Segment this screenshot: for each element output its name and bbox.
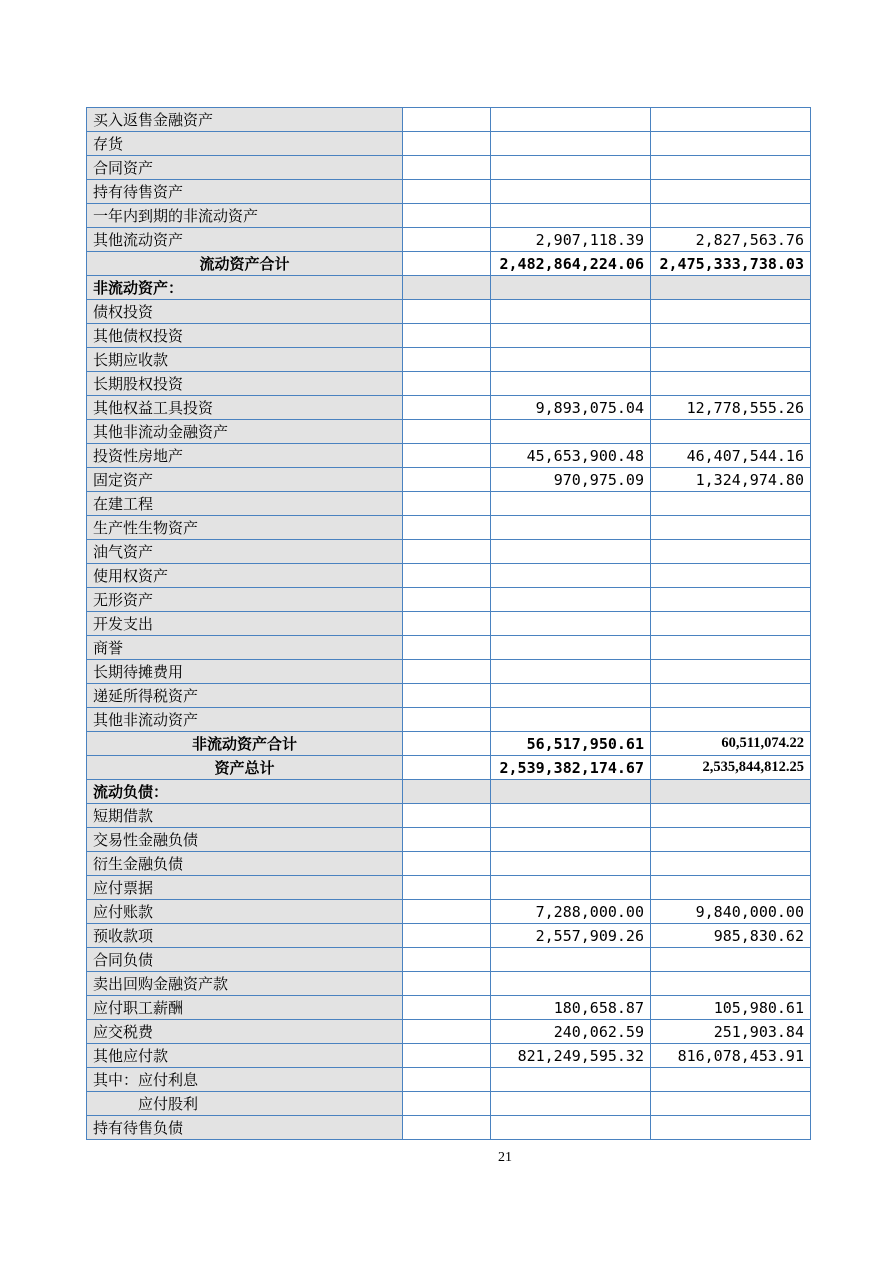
prior-period-value-cell — [651, 324, 811, 348]
item-label-cell: 非流动资产： — [87, 276, 403, 300]
note-cell — [403, 924, 491, 948]
current-period-value-cell: 240,062.59 — [491, 1020, 651, 1044]
table-row — [87, 1044, 811, 1068]
current-period-value-cell — [491, 1092, 651, 1116]
note-cell — [403, 828, 491, 852]
item-label-cell: 非流动资产合计 — [87, 732, 403, 756]
prior-period-value-cell — [651, 660, 811, 684]
note-cell — [403, 468, 491, 492]
table-row — [87, 348, 811, 372]
prior-period-value-cell — [651, 876, 811, 900]
note-cell — [403, 876, 491, 900]
note-cell — [403, 732, 491, 756]
current-period-value-cell — [491, 804, 651, 828]
note-cell — [403, 1044, 491, 1068]
prior-period-value-cell — [651, 564, 811, 588]
note-cell — [403, 1020, 491, 1044]
note-cell — [403, 492, 491, 516]
item-label-cell: 其他债权投资 — [87, 324, 403, 348]
current-period-value-cell — [491, 948, 651, 972]
table-row — [87, 540, 811, 564]
item-label-cell: 使用权资产 — [87, 564, 403, 588]
table-row — [87, 444, 811, 468]
item-label-cell: 买入返售金融资产 — [87, 108, 403, 132]
prior-period-value-cell: 251,903.84 — [651, 1020, 811, 1044]
item-label-cell: 应付票据 — [87, 876, 403, 900]
current-period-value-cell — [491, 588, 651, 612]
prior-period-value-cell — [651, 828, 811, 852]
current-period-value-cell — [491, 108, 651, 132]
item-label-cell: 资产总计 — [87, 756, 403, 780]
note-cell — [403, 300, 491, 324]
note-cell — [403, 636, 491, 660]
item-label-cell: 持有待售资产 — [87, 180, 403, 204]
note-cell — [403, 708, 491, 732]
item-label-cell: 预收款项 — [87, 924, 403, 948]
prior-period-value-cell — [651, 636, 811, 660]
prior-period-value-cell — [651, 276, 811, 300]
item-label-cell: 其他非流动金融资产 — [87, 420, 403, 444]
note-cell — [403, 1092, 491, 1116]
item-label-cell: 其他流动资产 — [87, 228, 403, 252]
prior-period-value-cell — [651, 612, 811, 636]
current-period-value-cell — [491, 564, 651, 588]
prior-period-value-cell — [651, 516, 811, 540]
table-row — [87, 660, 811, 684]
table-row — [87, 804, 811, 828]
prior-period-value-cell — [651, 708, 811, 732]
item-label-cell: 长期待摊费用 — [87, 660, 403, 684]
note-cell — [403, 396, 491, 420]
current-period-value-cell — [491, 684, 651, 708]
prior-period-value-cell — [651, 540, 811, 564]
item-label-cell: 衍生金融负债 — [87, 852, 403, 876]
note-cell — [403, 324, 491, 348]
item-label-cell: 油气资产 — [87, 540, 403, 564]
note-cell — [403, 756, 491, 780]
note-cell — [403, 348, 491, 372]
table-row — [87, 420, 811, 444]
prior-period-value-cell — [651, 588, 811, 612]
item-label-cell: 合同负债 — [87, 948, 403, 972]
current-period-value-cell — [491, 492, 651, 516]
current-period-value-cell — [491, 1116, 651, 1140]
note-cell — [403, 1116, 491, 1140]
table-row — [87, 492, 811, 516]
item-label-cell: 商誉 — [87, 636, 403, 660]
note-cell — [403, 780, 491, 804]
table-row — [87, 108, 811, 132]
note-cell — [403, 180, 491, 204]
item-label-cell: 生产性生物资产 — [87, 516, 403, 540]
item-label-cell: 开发支出 — [87, 612, 403, 636]
current-period-value-cell: 180,658.87 — [491, 996, 651, 1020]
current-period-value-cell — [491, 204, 651, 228]
table-row — [87, 324, 811, 348]
table-row — [87, 396, 811, 420]
current-period-value-cell — [491, 276, 651, 300]
table-row — [87, 708, 811, 732]
table-row — [87, 780, 811, 804]
table-row — [87, 1092, 811, 1116]
current-period-value-cell — [491, 132, 651, 156]
item-label-cell: 投资性房地产 — [87, 444, 403, 468]
note-cell — [403, 612, 491, 636]
table-row — [87, 972, 811, 996]
current-period-value-cell: 56,517,950.61 — [491, 732, 651, 756]
prior-period-value-cell: 12,778,555.26 — [651, 396, 811, 420]
balance-sheet-table — [86, 107, 811, 1140]
table-row — [87, 900, 811, 924]
table-row — [87, 1116, 811, 1140]
prior-period-value-cell — [651, 972, 811, 996]
prior-period-value-cell: 2,827,563.76 — [651, 228, 811, 252]
note-cell — [403, 972, 491, 996]
current-period-value-cell: 7,288,000.00 — [491, 900, 651, 924]
prior-period-value-cell — [651, 684, 811, 708]
note-cell — [403, 108, 491, 132]
item-label-cell: 应付股利 — [87, 1092, 403, 1116]
prior-period-value-cell — [651, 1116, 811, 1140]
item-label-cell: 合同资产 — [87, 156, 403, 180]
table-row — [87, 732, 811, 756]
prior-period-value-cell: 105,980.61 — [651, 996, 811, 1020]
prior-period-value-cell: 1,324,974.80 — [651, 468, 811, 492]
table-row — [87, 852, 811, 876]
current-period-value-cell: 45,653,900.48 — [491, 444, 651, 468]
prior-period-value-cell: 60,511,074.22 — [651, 732, 811, 756]
current-period-value-cell — [491, 324, 651, 348]
table-row — [87, 156, 811, 180]
table-row — [87, 612, 811, 636]
prior-period-value-cell — [651, 852, 811, 876]
note-cell — [403, 996, 491, 1020]
item-label-cell: 其他权益工具投资 — [87, 396, 403, 420]
item-label-cell: 应付账款 — [87, 900, 403, 924]
note-cell — [403, 660, 491, 684]
prior-period-value-cell: 2,535,844,812.25 — [651, 756, 811, 780]
current-period-value-cell — [491, 852, 651, 876]
note-cell — [403, 276, 491, 300]
prior-period-value-cell — [651, 180, 811, 204]
item-label-cell: 无形资产 — [87, 588, 403, 612]
prior-period-value-cell — [651, 348, 811, 372]
item-label-cell: 其中：应付利息 — [87, 1068, 403, 1092]
note-cell — [403, 684, 491, 708]
item-label-cell: 其他应付款 — [87, 1044, 403, 1068]
prior-period-value-cell — [651, 132, 811, 156]
current-period-value-cell — [491, 420, 651, 444]
current-period-value-cell: 2,557,909.26 — [491, 924, 651, 948]
current-period-value-cell: 2,539,382,174.67 — [491, 756, 651, 780]
note-cell — [403, 444, 491, 468]
note-cell — [403, 588, 491, 612]
item-label-cell: 流动资产合计 — [87, 252, 403, 276]
prior-period-value-cell — [651, 156, 811, 180]
note-cell — [403, 948, 491, 972]
table-row — [87, 468, 811, 492]
item-label-cell: 递延所得税资产 — [87, 684, 403, 708]
item-label-cell: 在建工程 — [87, 492, 403, 516]
table-row — [87, 228, 811, 252]
note-cell — [403, 1068, 491, 1092]
current-period-value-cell — [491, 540, 651, 564]
note-cell — [403, 564, 491, 588]
note-cell — [403, 252, 491, 276]
item-label-cell: 交易性金融负债 — [87, 828, 403, 852]
item-label-cell: 一年内到期的非流动资产 — [87, 204, 403, 228]
item-label-cell: 卖出回购金融资产款 — [87, 972, 403, 996]
table-row — [87, 876, 811, 900]
current-period-value-cell — [491, 876, 651, 900]
prior-period-value-cell: 816,078,453.91 — [651, 1044, 811, 1068]
table-row — [87, 948, 811, 972]
current-period-value-cell — [491, 636, 651, 660]
prior-period-value-cell — [651, 1092, 811, 1116]
current-period-value-cell — [491, 1068, 651, 1092]
table-row — [87, 588, 811, 612]
table-row — [87, 252, 811, 276]
current-period-value-cell — [491, 348, 651, 372]
table-row — [87, 516, 811, 540]
table-row — [87, 564, 811, 588]
note-cell — [403, 540, 491, 564]
prior-period-value-cell — [651, 1068, 811, 1092]
note-cell — [403, 132, 491, 156]
table-row — [87, 924, 811, 948]
item-label-cell: 流动负债： — [87, 780, 403, 804]
item-label-cell: 长期股权投资 — [87, 372, 403, 396]
prior-period-value-cell: 985,830.62 — [651, 924, 811, 948]
prior-period-value-cell — [651, 780, 811, 804]
table-row — [87, 204, 811, 228]
current-period-value-cell: 821,249,595.32 — [491, 1044, 651, 1068]
prior-period-value-cell — [651, 948, 811, 972]
item-label-cell: 长期应收款 — [87, 348, 403, 372]
current-period-value-cell — [491, 660, 651, 684]
prior-period-value-cell — [651, 204, 811, 228]
page-number: 21 — [498, 1150, 512, 1165]
table-row — [87, 828, 811, 852]
item-label-cell: 存货 — [87, 132, 403, 156]
prior-period-value-cell — [651, 420, 811, 444]
item-label-cell: 固定资产 — [87, 468, 403, 492]
item-label-cell: 应付职工薪酬 — [87, 996, 403, 1020]
current-period-value-cell — [491, 300, 651, 324]
table-row — [87, 1068, 811, 1092]
current-period-value-cell: 9,893,075.04 — [491, 396, 651, 420]
table-row — [87, 756, 811, 780]
balance-sheet-body — [87, 108, 811, 1140]
current-period-value-cell — [491, 516, 651, 540]
prior-period-value-cell: 46,407,544.16 — [651, 444, 811, 468]
item-label-cell: 其他非流动资产 — [87, 708, 403, 732]
prior-period-value-cell: 2,475,333,738.03 — [651, 252, 811, 276]
table-row — [87, 1020, 811, 1044]
note-cell — [403, 372, 491, 396]
current-period-value-cell — [491, 372, 651, 396]
prior-period-value-cell — [651, 804, 811, 828]
current-period-value-cell — [491, 612, 651, 636]
current-period-value-cell: 970,975.09 — [491, 468, 651, 492]
note-cell — [403, 900, 491, 924]
prior-period-value-cell: 9,840,000.00 — [651, 900, 811, 924]
current-period-value-cell — [491, 708, 651, 732]
note-cell — [403, 228, 491, 252]
current-period-value-cell — [491, 972, 651, 996]
prior-period-value-cell — [651, 372, 811, 396]
current-period-value-cell — [491, 828, 651, 852]
current-period-value-cell — [491, 180, 651, 204]
current-period-value-cell — [491, 156, 651, 180]
prior-period-value-cell — [651, 108, 811, 132]
note-cell — [403, 204, 491, 228]
item-label-cell: 应交税费 — [87, 1020, 403, 1044]
table-row — [87, 636, 811, 660]
prior-period-value-cell — [651, 300, 811, 324]
prior-period-value-cell — [651, 492, 811, 516]
table-row — [87, 996, 811, 1020]
table-row — [87, 180, 811, 204]
table-row — [87, 684, 811, 708]
current-period-value-cell: 2,482,864,224.06 — [491, 252, 651, 276]
table-row — [87, 300, 811, 324]
table-row — [87, 372, 811, 396]
item-label-cell: 债权投资 — [87, 300, 403, 324]
table-row — [87, 276, 811, 300]
current-period-value-cell — [491, 780, 651, 804]
note-cell — [403, 852, 491, 876]
note-cell — [403, 516, 491, 540]
note-cell — [403, 804, 491, 828]
item-label-cell: 短期借款 — [87, 804, 403, 828]
table-row — [87, 132, 811, 156]
current-period-value-cell: 2,907,118.39 — [491, 228, 651, 252]
note-cell — [403, 420, 491, 444]
item-label-cell: 持有待售负债 — [87, 1116, 403, 1140]
note-cell — [403, 156, 491, 180]
